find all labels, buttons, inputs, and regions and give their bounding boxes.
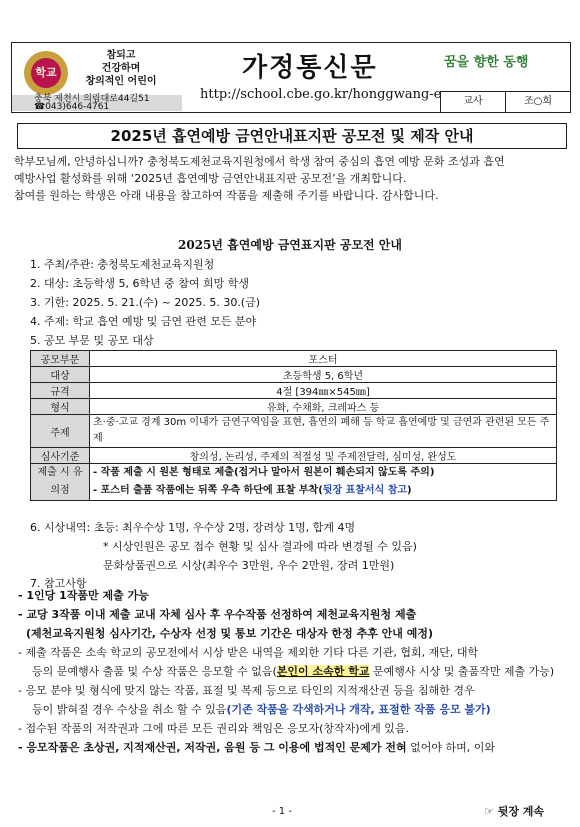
school-logo [24,51,68,95]
notes-list [18,586,566,757]
info-item: 2. 대상: 초등학생 5, 6학년 중 참여 희망 학생 [30,277,250,290]
intro-line: 예방사업 활성화를 위해 ‘2025년 흡연예방 금연안내표지판 공모전’을 개최합니다. [14,172,407,185]
submit-note-text: - 포스터 출품 작품에는 뒤쪽 우측 하단에 표찰 부착( [93,485,323,496]
contest-subtitle: 2025년 흡연예방 금연표지판 공모전 안내 [178,238,402,252]
table-header-cell: 공모부문 [31,351,90,367]
table-value: 초·중·고교 경계 30m 이내가 금연구역임을 표현, 흡연의 폐해 등 학교 흡연예방 및 금연과 관련된 모든 주제 [90,415,557,448]
motto-line: 건강하며 [101,63,141,74]
school-url[interactable]: http://school.cbe.go.kr/honggwang-e [200,87,442,102]
intro-paragraph [14,153,570,204]
approval-name: 조○희 [505,92,570,112]
note-text: 등의 문예행사 출품 및 수상 작품은 응모할 수 없음( [32,665,277,678]
page-number: - 1 - [272,806,292,817]
award-line: 6. 시상내역: 초등: 최우수상 1명, 우수상 2명, 장려상 1명, 합계 4명 [30,521,356,534]
school-address [34,95,150,111]
submit-note: - 작품 제출 시 원본 형태로 제출(접거나 말아서 원본이 훼손되지 않도록 주의) [93,467,435,478]
phone-text: ☎043)646-4761 [34,102,110,112]
intro-line: 참여를 원하는 학생은 아래 내용을 참고하여 작품을 제출해 주기를 바랍니다. 감사합니다. [14,189,439,202]
motto-line: 창의적인 어린이 [85,76,157,87]
submit-notes [90,464,557,501]
table-value: 유화, 수채화, 크레파스 등 [90,399,557,415]
submit-note [93,482,553,500]
school-logo-label: 학교 [31,58,61,88]
note-item: - 응모 분야 및 형식에 맞지 않는 작품, 표절 및 복제 등으로 타인의 지적재산권 등을 침해한 경우 [18,684,475,697]
submit-note-close: ) [407,485,412,496]
table-row [31,448,557,464]
intro-line: 학부모님께, 안녕하십니까? 충청북도제천교육지원청에서 학생 참여 중심의 흡연 예방 문화 조성과 흡연 [14,155,505,168]
note-item [18,700,566,719]
address-text: 충북 제천시 의림대로44길51 [34,94,150,104]
submit-note-reference: 뒷장 표찰서식 참고 [322,485,408,496]
note-item: - 1인당 1작품만 제출 가능 [18,589,149,602]
note-text: 등이 밝혀질 경우 수상을 취소 할 수 있음 [32,703,227,716]
note-highlight: 본인이 소속한 학교 [276,665,370,678]
continue-note: ☞ 뒷장 계속 [484,805,545,818]
document-title: 2025년 흡연예방 금연안내표지판 공모전 및 제작 안내 [17,123,567,149]
table-label: 규격 [31,383,90,399]
table-row [31,415,557,448]
table-row [31,399,557,415]
table-label: 주제 [31,415,90,448]
table-label: 대상 [31,367,90,383]
brand-slogan: 꿈을 향한 동행 [444,55,529,70]
note-item [18,662,566,681]
table-value: 초등학생 5, 6학년 [90,367,557,383]
school-motto [74,49,168,88]
note-item: - 접수된 작품의 저작권과 그에 따른 모든 권리와 책임은 응모자(창작자)에게 있음. [18,722,410,735]
contest-table [30,350,557,501]
info-item: 3. 기한: 2025. 5. 21.(수) ~ 2025. 5. 30.(금) [30,296,261,309]
table-row [31,464,557,501]
notes-heading: 7. 참고사항 [30,577,87,590]
table-value: 4절 [394㎜×545㎜] [90,383,557,399]
note-item [18,738,566,757]
newsletter-title: 가정통신문 [242,53,378,83]
motto-line: 참되고 [106,50,136,61]
table-row [31,367,557,383]
table-header-cell: 포스터 [90,351,557,367]
table-row [31,383,557,399]
note-item: - 제출 작품은 소속 학교의 공모전에서 시상 받은 내역을 제외한 기타 다른 기관, 협회, 재단, 대학 [18,646,479,659]
note-item: (제천교육지원청 심사기간, 수상자 선정 및 통보 기간은 대상자 한정 추후 안내 예정) [26,627,434,640]
award-prize: 문화상품권으로 시상(최우수 3만원, 우수 2만원, 장려 1만원) [103,559,395,572]
table-label: 제출 시 유의점 [31,464,90,501]
info-item: 5. 공모 부문 및 공모 대상 [30,334,154,347]
table-label: 형식 [31,399,90,415]
approval-box [440,91,570,112]
note-item: - 교당 3작품 이내 제출 교내 자체 심사 후 우수작품 선정하여 제천교육지원청 제출 [18,608,417,621]
note-text: 없어야 하며, 이와 [406,741,496,754]
table-label: 심사기준 [31,448,90,464]
info-item: 4. 주제: 학교 흡연 예방 및 금연 관련 모든 분야 [30,315,257,328]
newsletter-header [11,42,571,113]
approval-role: 교사 [440,92,505,112]
note-emphasis: (기존 작품을 각색하거나 개작, 표절한 작품 응모 불가) [226,703,491,716]
note-text: - 응모작품은 초상권, 지적재산권, 저작권, 음원 등 그 이용에 법적인 문제가 전혀 [18,741,407,754]
table-value: 창의성, 논리성, 주제의 적절성 및 주제전달력, 심미성, 완성도 [90,448,557,464]
table-row [31,351,557,367]
info-item: 1. 주최/주관: 충청북도제천교육지원청 [30,258,215,271]
award-note: * 시상인원은 공모 접수 현황 및 심사 결과에 따라 변경될 수 있음) [103,540,417,553]
address-box [12,95,182,111]
note-text: 문예행사 시상 및 출품작만 제출 가능) [369,665,555,678]
